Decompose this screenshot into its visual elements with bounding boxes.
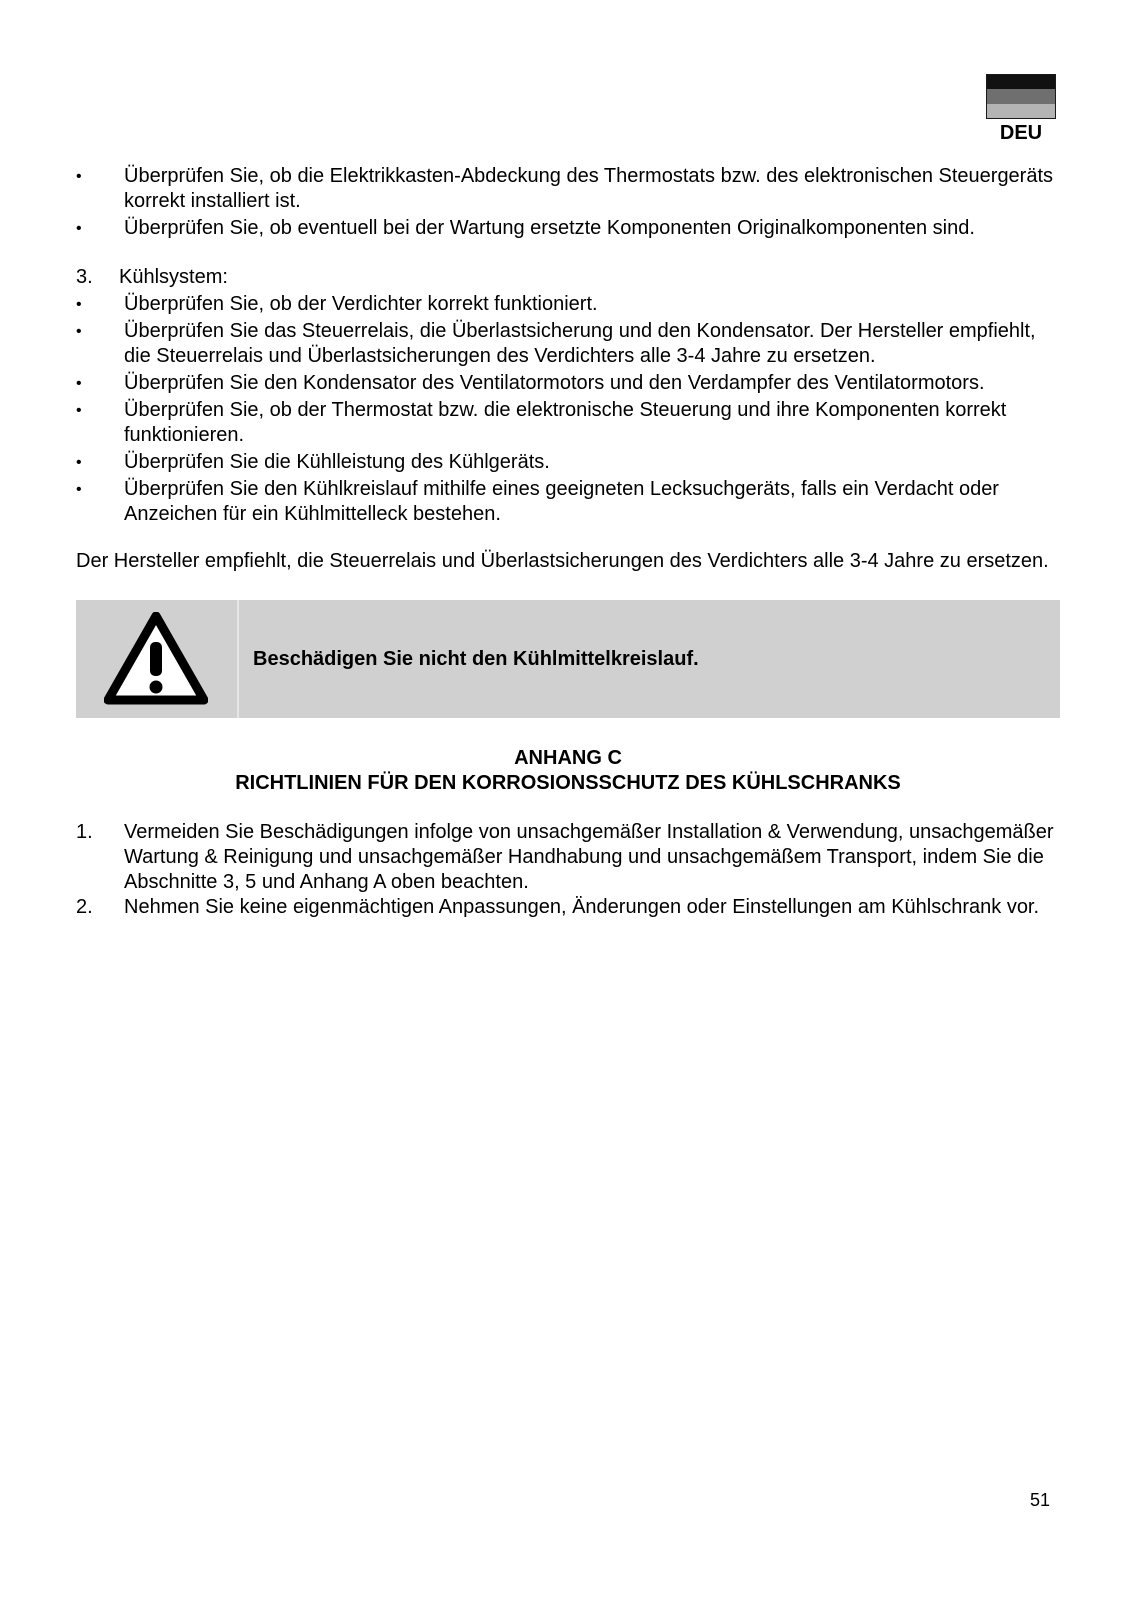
list-item: • Überprüfen Sie den Kondensator des Ventilatormotors und den Verdampfer des Ventilatormotors. xyxy=(76,372,985,394)
recommendation-paragraph: Der Hersteller empfiehlt, die Steuerrelais und Überlastsicherungen des Verdichters alle 3-4 Jahre zu ersetzen. xyxy=(76,550,1049,572)
list-item xyxy=(76,820,1062,895)
warning-icon-cell xyxy=(76,600,239,718)
list-item: • Überprüfen Sie die Kühlleistung des Kühlgeräts. xyxy=(76,451,550,473)
language-flag-icon xyxy=(986,74,1056,119)
section-heading xyxy=(76,265,1062,290)
warning-triangle-icon xyxy=(104,612,208,706)
list-item-text: Überprüfen Sie den Kondensator des Ventilatormotors und den Verdampfer des Ventilatormotors. xyxy=(124,372,985,394)
list-item xyxy=(76,895,1062,920)
list-item-text: Vermeiden Sie Beschädigungen infolge von unsachgemäßer Installation & Verwendung, unsachgemäßer Wartung & Reinigung und unsachgemäßer Handhabung und unsachgemäßem Transport, indem Sie die Abschnitte 3, 5 und Anhang A oben beachten. xyxy=(124,821,1054,893)
list-item: • Überprüfen Sie das Steuerrelais, die Überlastsicherung und den Kondensator. Der Hersteller empfiehlt, die Steuerrelais und Überlastsicherungen des Verdichters alle 3-4 Jahre zu ersetzen. xyxy=(76,320,1036,367)
section-title: Kühlsystem: xyxy=(119,266,228,288)
list-item-text: Überprüfen Sie das Steuerrelais, die Überlastsicherung und den Kondensator. Der Hersteller empfiehlt, die Steuerrelais und Überlastsicherungen des Verdichters alle 3-4 Jahre zu ersetzen. xyxy=(124,320,1036,367)
section-bullet-list xyxy=(76,292,1062,527)
language-label: DEU xyxy=(999,122,1043,144)
annex-numbered-list xyxy=(76,820,1062,920)
list-item: • Überprüfen Sie, ob eventuell bei der Wartung ersetzte Komponenten Originalkomponenten sind. xyxy=(76,217,975,239)
list-item-text: Überprüfen Sie den Kühlkreislauf mithilfe eines geeigneten Lecksuchgeräts, falls ein Verdacht oder Anzeichen für ein Kühlmittelleck bestehen. xyxy=(124,478,999,525)
list-item: • Überprüfen Sie den Kühlkreislauf mithilfe eines geeigneten Lecksuchgeräts, falls ein Verdacht oder Anzeichen für ein Kühlmittelleck bestehen. xyxy=(76,478,999,525)
list-item-text: Überprüfen Sie, ob der Verdichter korrekt funktioniert. xyxy=(124,293,598,315)
annex-title: ANHANG C xyxy=(514,747,622,769)
page-number: 51 xyxy=(1030,1490,1051,1510)
list-item-text: Überprüfen Sie, ob der Thermostat bzw. die elektronische Steuerung und ihre Komponenten korrekt funktionieren. xyxy=(124,399,1007,446)
list-item: • Überprüfen Sie, ob der Verdichter korrekt funktioniert. xyxy=(76,293,598,315)
list-item-text: Überprüfen Sie, ob eventuell bei der Wartung ersetzte Komponenten Originalkomponenten sind. xyxy=(124,217,975,239)
list-item-number: 2. xyxy=(76,896,93,918)
annex-subtitle: RICHTLINIEN FÜR DEN KORROSIONSSCHUTZ DES KÜHLSCHRANKS xyxy=(235,772,901,794)
list-item: • Überprüfen Sie, ob die Elektrikkasten-Abdeckung des Thermostats bzw. des elektronischen Steuergeräts korrekt installiert ist. xyxy=(76,165,1054,212)
list-item: • Überprüfen Sie, ob der Thermostat bzw. die elektronische Steuerung und ihre Komponenten korrekt funktionieren. xyxy=(76,399,1007,446)
list-item-text: Nehmen Sie keine eigenmächtigen Anpassungen, Änderungen oder Einstellungen am Kühlschrank vor. xyxy=(124,896,1040,918)
annex-heading xyxy=(76,746,1060,796)
page-content xyxy=(76,164,1062,920)
warning-box xyxy=(76,600,1060,718)
list-item-text: Überprüfen Sie die Kühlleistung des Kühlgeräts. xyxy=(124,451,550,473)
list-item-text: Überprüfen Sie, ob die Elektrikkasten-Abdeckung des Thermostats bzw. des elektronischen Steuergeräts korrekt installiert ist. xyxy=(124,165,1054,212)
list-item-number: 1. xyxy=(76,821,93,843)
section-number: 3. xyxy=(76,266,93,288)
intro-bullet-list xyxy=(76,164,1062,241)
warning-text: Beschädigen Sie nicht den Kühlmittelkreislauf. xyxy=(253,647,699,670)
